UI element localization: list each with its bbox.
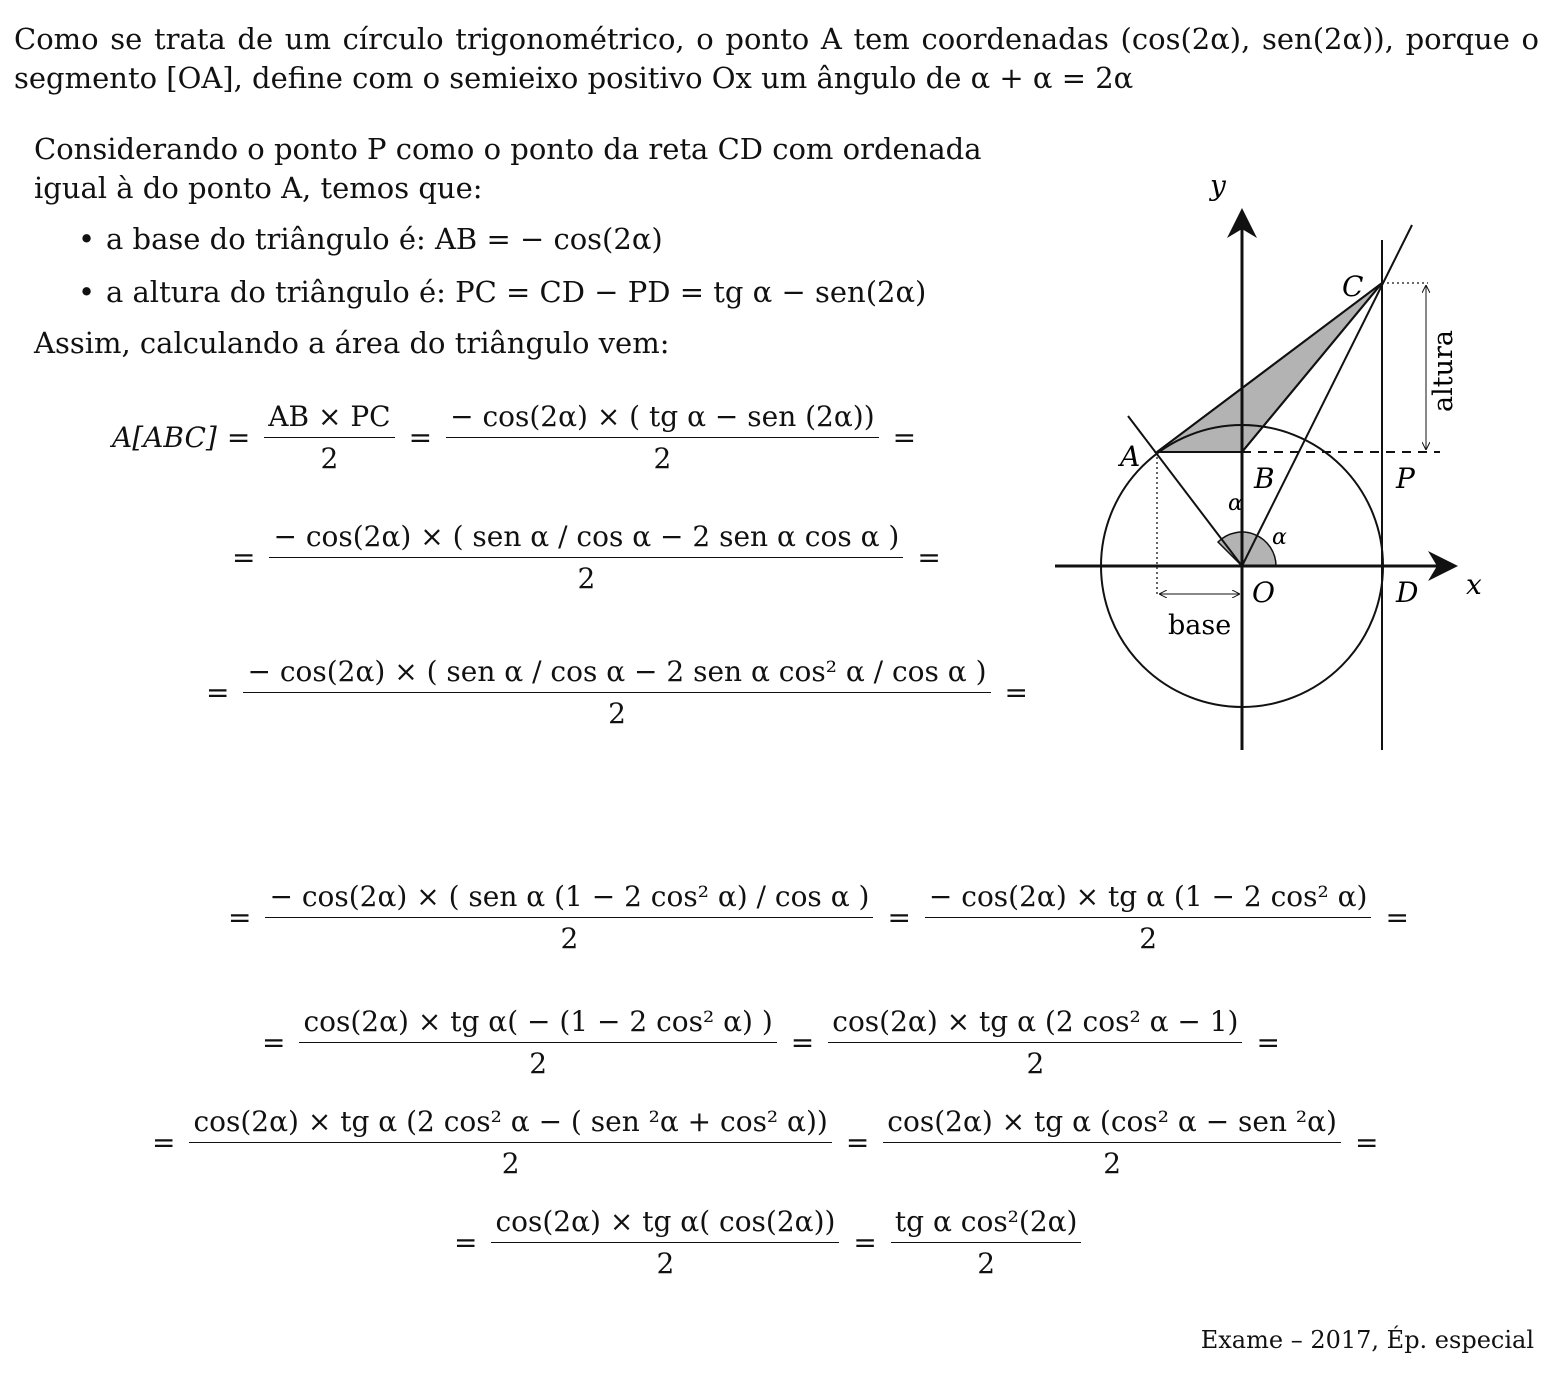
fraction-denominator: 2 — [656, 1247, 675, 1280]
fraction-numerator: cos(2α) × tg α( cos(2α)) — [491, 1205, 839, 1243]
fraction-denominator: 2 — [1026, 1047, 1045, 1080]
equals-sign: = — [790, 1026, 815, 1059]
trig-circle-figure — [1040, 160, 1540, 760]
fraction-numerator: cos(2α) × tg α( − (1 − 2 cos² α) ) — [299, 1005, 776, 1043]
label-a: A — [1120, 440, 1141, 473]
fraction — [269, 520, 903, 595]
equals-sign: = — [853, 1226, 877, 1259]
fraction — [243, 655, 990, 730]
equals-sign: = — [454, 1226, 478, 1259]
fraction-denominator: 2 — [608, 697, 626, 730]
label-altura: altura — [1428, 330, 1459, 412]
area-lhs: A[ABC] — [112, 421, 217, 454]
equals-sign: = — [845, 1126, 870, 1159]
fraction-numerator: − cos(2α) × ( sen α / cos α − 2 sen α cos² α / cos α ) — [243, 655, 990, 693]
equation-line-7 — [444, 1205, 1085, 1280]
equation-line-1 — [112, 400, 926, 475]
fraction — [299, 1005, 776, 1080]
equals-sign: = — [232, 541, 256, 574]
label-d: D — [1396, 576, 1419, 609]
equation-line-5 — [252, 1005, 1290, 1080]
fraction — [925, 880, 1372, 955]
fraction-numerator: − cos(2α) × ( sen α / cos α − 2 sen α cos α ) — [269, 520, 903, 558]
equals-sign: = — [1354, 1126, 1379, 1159]
angle-sector — [1218, 532, 1276, 566]
equals-sign: = — [226, 421, 251, 454]
fraction — [828, 1005, 1242, 1080]
fraction-denominator: 2 — [529, 1047, 548, 1080]
equals-sign: = — [887, 901, 911, 934]
equals-sign: = — [262, 1026, 286, 1059]
equation-line-3 — [196, 655, 1038, 730]
label-alpha-top: α — [1228, 491, 1243, 516]
label-b: B — [1254, 462, 1275, 495]
consider-line-1: Considerando o ponto P como o ponto da reta CD com ordenada — [34, 132, 982, 166]
equals-sign: = — [1004, 676, 1028, 709]
assim-line: Assim, calculando a área do triângulo vem: — [34, 326, 670, 360]
bullet-base: • a base do triângulo é: AB = − cos(2α) — [70, 220, 1024, 259]
edge-ac — [1157, 283, 1382, 452]
fraction-denominator: 2 — [1103, 1147, 1122, 1180]
equals-sign: = — [917, 541, 941, 574]
intro-line-2: segmento [OA], define com o semieixo positivo Ox um ângulo de α + α = 2α — [14, 61, 1134, 95]
consider-line-2: igual à do ponto A, temos que: — [34, 171, 483, 205]
fraction — [883, 1105, 1341, 1180]
label-p: P — [1396, 462, 1415, 495]
equals-sign: = — [892, 421, 917, 454]
fraction-numerator: AB × PC — [264, 400, 394, 438]
fraction — [891, 1205, 1082, 1280]
fraction-denominator: 2 — [320, 442, 339, 475]
fraction — [189, 1105, 831, 1180]
label-base: base — [1168, 610, 1232, 641]
fraction-numerator: cos(2α) × tg α (2 cos² α − 1) — [828, 1005, 1242, 1043]
consider-block — [34, 130, 1024, 363]
equals-sign: = — [152, 1126, 176, 1159]
label-y: y — [1210, 169, 1226, 202]
fraction-denominator: 2 — [577, 562, 596, 595]
fraction — [265, 880, 873, 955]
equals-sign: = — [206, 676, 230, 709]
equals-sign: = — [1256, 1026, 1280, 1059]
label-c: C — [1342, 270, 1364, 303]
fraction-numerator: tg α cos²(2α) — [891, 1205, 1082, 1243]
fraction-numerator: − cos(2α) × ( tg α − sen (2α)) — [446, 400, 879, 438]
fraction — [491, 1205, 839, 1280]
fraction-numerator: − cos(2α) × ( sen α (1 − 2 cos² α) / cos α ) — [265, 880, 873, 918]
fraction-numerator: − cos(2α) × tg α (1 − 2 cos² α) — [925, 880, 1372, 918]
label-alpha-right: α — [1272, 525, 1287, 550]
fraction-numerator: cos(2α) × tg α (2 cos² α − ( sen ²α + cos² α)) — [189, 1105, 831, 1143]
equals-sign: = — [1385, 901, 1409, 934]
bullet-list — [70, 220, 1024, 312]
equals-sign: = — [408, 421, 433, 454]
equation-line-2 — [222, 520, 951, 595]
label-o: O — [1252, 576, 1275, 609]
equals-sign: = — [228, 901, 252, 934]
source-citation: Exame – 2017, Ép. especial — [1200, 1326, 1534, 1354]
fraction-denominator: 2 — [1139, 922, 1158, 955]
bullet-altura: • a altura do triângulo é: PC = CD − PD = tg α − sen(2α) — [70, 273, 1024, 312]
fraction-denominator: 2 — [501, 1147, 520, 1180]
equation-line-6 — [142, 1105, 1388, 1180]
label-x: x — [1466, 568, 1482, 601]
fraction — [264, 400, 394, 475]
fraction-denominator: 2 — [560, 922, 579, 955]
intro-paragraph — [14, 20, 1539, 98]
equation-line-4 — [218, 880, 1419, 955]
fraction-denominator: 2 — [977, 1247, 996, 1280]
fraction — [446, 400, 879, 475]
fraction-denominator: 2 — [653, 442, 672, 475]
fraction-numerator: cos(2α) × tg α (cos² α − sen ²α) — [883, 1105, 1341, 1143]
intro-line-1: Como se trata de um círculo trigonométrico, o ponto A tem coordenadas (cos(2α), sen(2α)), porque o — [14, 22, 1539, 56]
